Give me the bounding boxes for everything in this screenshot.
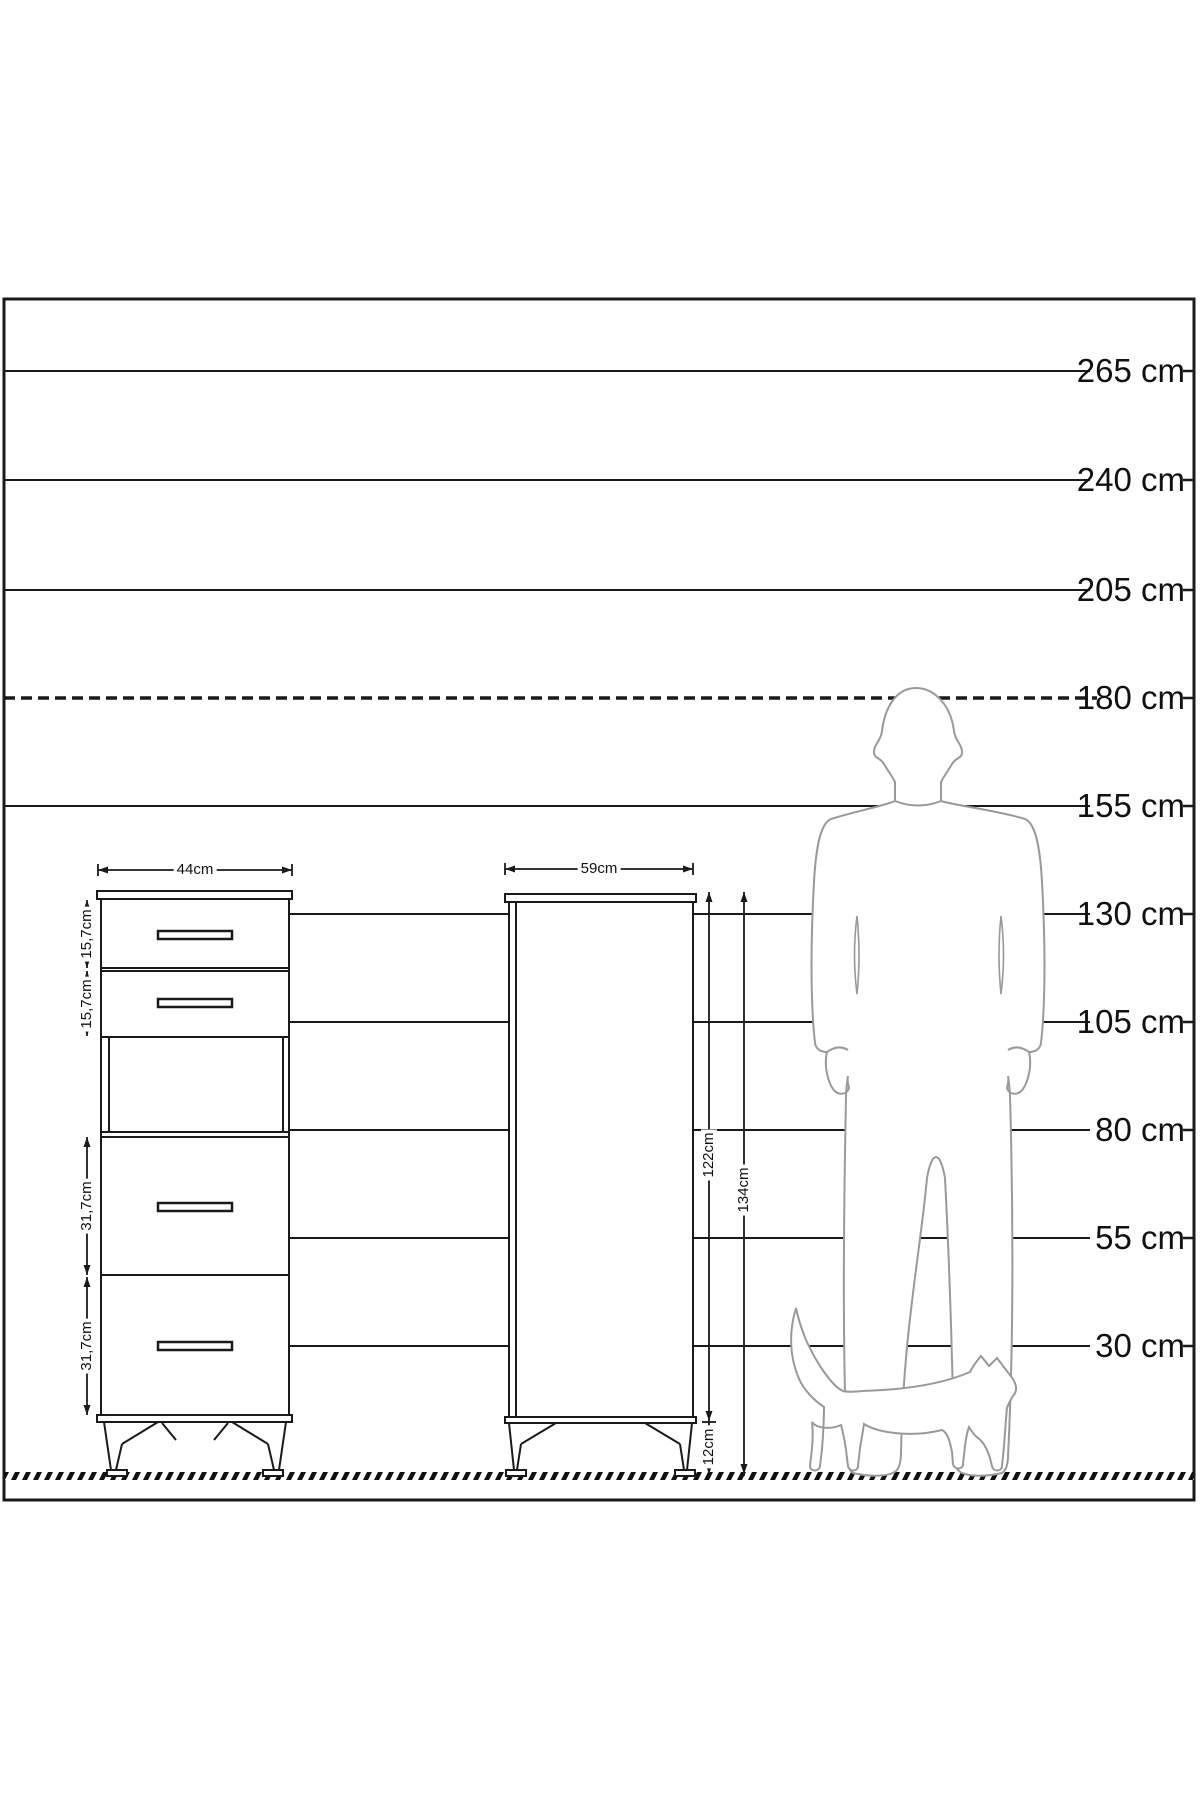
height-label-130: 130 cm	[1076, 895, 1185, 932]
dresser-section-label-1: 15,7cm	[79, 906, 95, 961]
cabinet-drawing	[505, 894, 696, 1476]
dresser-body	[101, 899, 289, 1415]
dresser-section-label-4: 31,7cm	[79, 1318, 95, 1373]
cabinet-leg-height-label: 12cm	[701, 1426, 717, 1469]
height-label-180: 180 cm	[1076, 679, 1185, 716]
cabinet-bottom-board	[505, 1417, 696, 1423]
dresser-width-label: 44cm	[174, 862, 217, 878]
ground-line	[4, 1472, 1194, 1480]
height-label-80: 80 cm	[1095, 1111, 1185, 1148]
height-label-30: 30 cm	[1095, 1327, 1185, 1364]
cabinet-body-height-label: 122cm	[701, 1129, 717, 1180]
height-label-105: 105 cm	[1076, 1003, 1185, 1040]
dresser-legs	[104, 1422, 286, 1476]
cabinet-top-board	[505, 894, 696, 902]
dresser-drawing	[97, 891, 292, 1476]
drawer-handle	[158, 1342, 232, 1350]
height-label-240: 240 cm	[1076, 461, 1185, 498]
drawer-handle	[158, 931, 232, 939]
drawer-handle	[158, 999, 232, 1007]
drawer-handle	[158, 1203, 232, 1211]
height-label-55: 55 cm	[1095, 1219, 1185, 1256]
height-label-265: 265 cm	[1076, 352, 1185, 389]
cabinet-total-height-label: 134cm	[736, 1164, 752, 1215]
height-label-205: 205 cm	[1076, 571, 1185, 608]
cabinet-width-label: 59cm	[578, 861, 621, 877]
dresser-bottom-board	[97, 1415, 292, 1422]
cabinet-body	[509, 902, 693, 1417]
cabinet-legs	[506, 1423, 695, 1476]
dresser-top-board	[97, 891, 292, 899]
height-label-155: 155 cm	[1076, 787, 1185, 824]
dresser-section-label-2: 15,7cm	[79, 976, 95, 1031]
dresser-section-label-3: 31,7cm	[79, 1178, 95, 1233]
